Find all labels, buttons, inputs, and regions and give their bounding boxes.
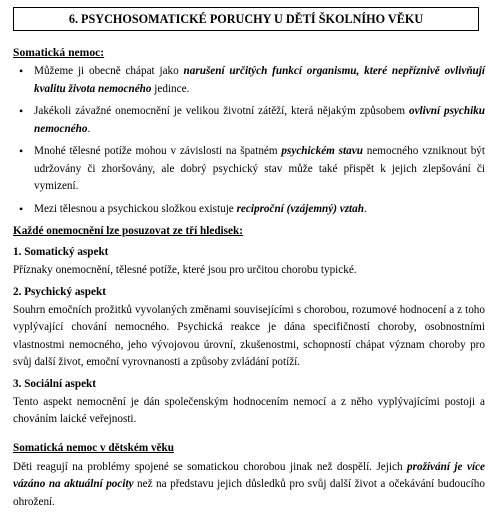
aspects-heading: Každé onemocnění lze posuzovat ze tří hledisek: (13, 225, 243, 237)
aspect-title-somatic: 1. Somatický aspekt (13, 246, 109, 258)
emphasis: reciproční (vzájemný) vztah (236, 202, 364, 215)
bullet-item: • Můžeme ji obecně chápat jako narušení určitých funkcí organismu, které nepříznivě ovlivňují kvalitu života nemocného jedince. (13, 63, 485, 98)
childhood-paragraph: Děti reagují na problémy spojené se somatickou chorobou jinak než dospělí. Jejich prožívání je více vázáno na aktuální pocity než na představu jejich důsledků pro svůj další život a očekávání budoucího ohrožení. (13, 460, 485, 508)
aspect-title-psychic: 2. Psychický aspekt (13, 285, 106, 298)
emphasis: narušení určitých funkcí organismu, které nepříznivě ovlivňují kvalitu života nemocného (34, 65, 485, 95)
document-page (0, 7, 494, 532)
bullet-item: • Mnohé tělesné potíže mohou v závislosti na špatném psychickém stavu nemocného vzniknout být udržovány či zhoršovány, ale dobrý psychický stav může také přispět k jejich zlepšování či vymizení. (13, 143, 485, 196)
bullet-list (13, 63, 485, 218)
emphasis: prožívání je více vázáno na aktuální pocity (13, 460, 485, 490)
section-heading-somatic-disease: Somatická nemoc: (13, 46, 105, 59)
page-title: 6. PSYCHOSOMATICKÉ PORUCHY U DĚTÍ ŠKOLNÍHO VĚKU (13, 7, 479, 31)
emphasis: ovlivní psychiku nemocného (34, 105, 485, 135)
aspect-text-psychic: Souhrn emočních prožitků vyvolaných změnami souvisejícími s chorobou, rozumové hodnocení a z toho vyplývající chování nemocného. Psychická reakce je dána specifičností choroby, osobnostními vlastnostmi nemocného, jeho vývojovou úrovní, zkušenostmi, schopností chápat význam choroby pro svůj další život, emoční vyrovnanosti a způsoby zvládání potíží. (13, 303, 485, 368)
bullet-item: • Jakékoli závažné onemocnění je velikou životní zátěží, která nějakým způsobem ovlivní psychiku nemocného. (13, 103, 485, 138)
aspect-title-social: 3. Sociální aspekt (13, 377, 96, 390)
bullet-item: • Mezi tělesnou a psychickou složkou existuje reciproční (vzájemný) vztah. (13, 201, 485, 219)
aspect-text-social: Tento aspekt nemocnění je dán společenským hodnocením nemocí a z něho vyplývajícími postoji a chováním laické veřejnosti. (13, 395, 485, 425)
aspect-text-somatic: Příznaky onemocnění, tělesné potíže, které jsou pro určitou chorobu typické. (13, 264, 357, 276)
emphasis: psychickém stavu (281, 145, 363, 157)
section-heading-childhood: Somatická nemoc v dětském věku (13, 441, 174, 454)
